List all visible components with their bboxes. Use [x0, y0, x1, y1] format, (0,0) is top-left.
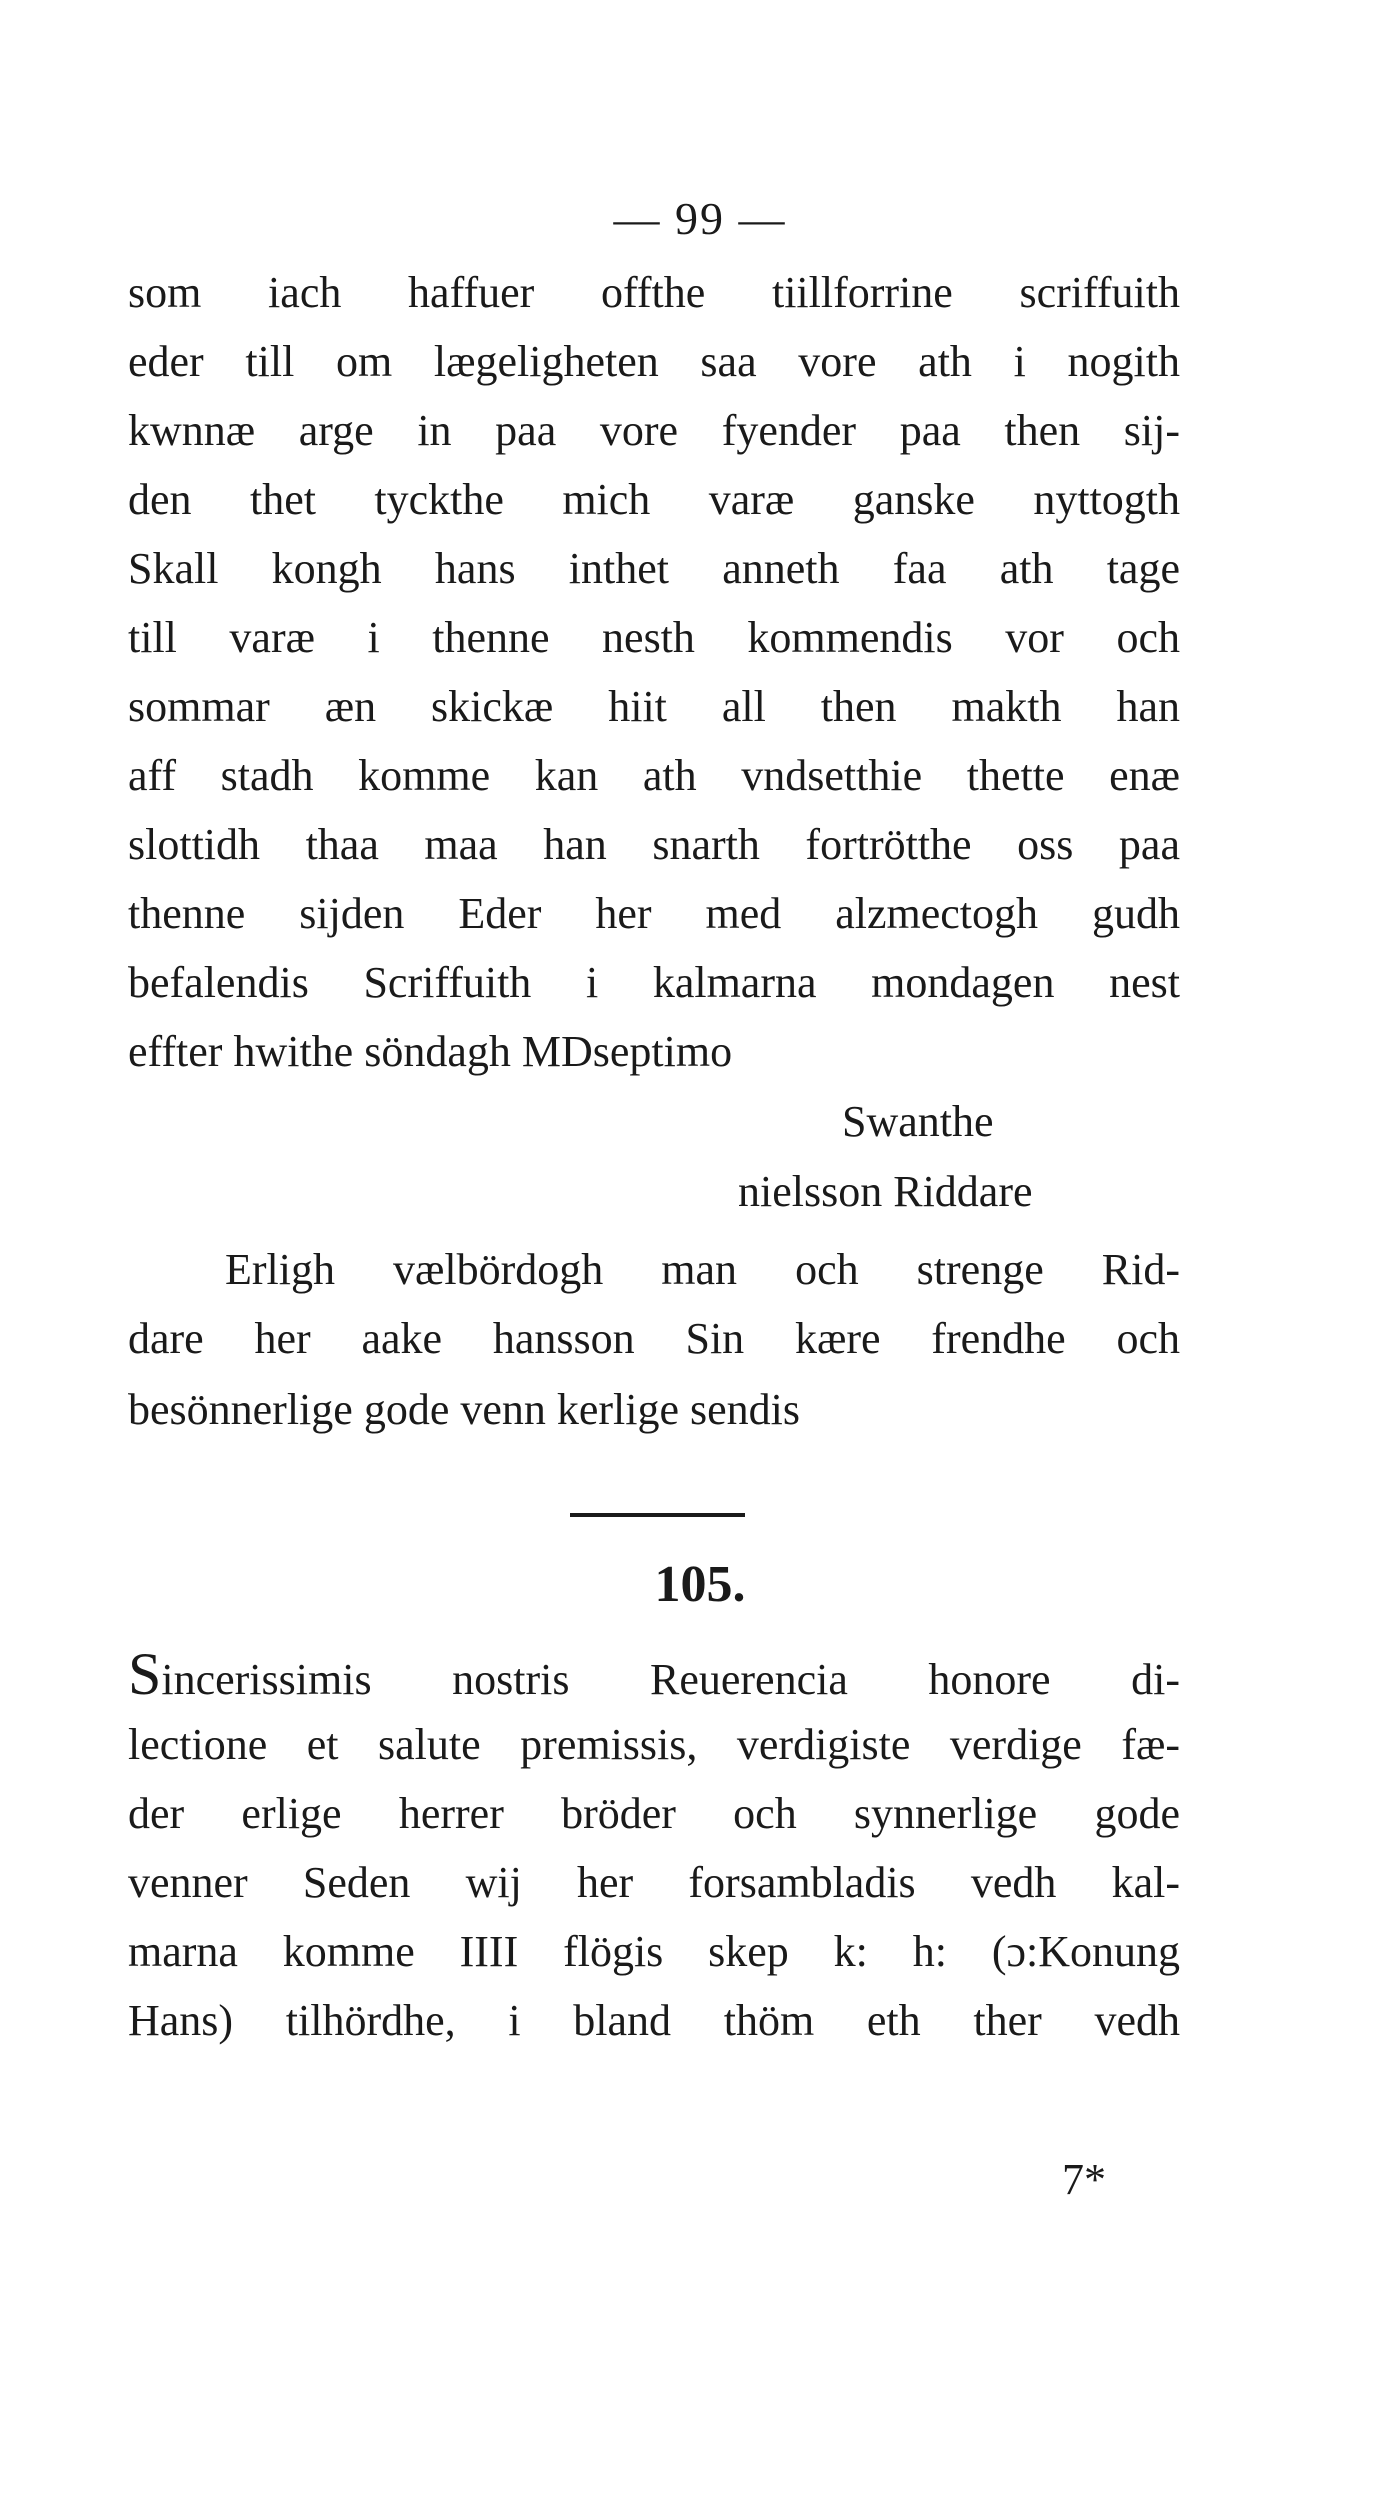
body-line: Skall kongh hans inthet anneth faa ath tage [128, 544, 1180, 593]
signature-mark: 7* [1062, 2155, 1106, 2204]
body-line: effter hwithe söndagh MDseptimo [128, 1027, 733, 1076]
body-line: slottidh thaa maa han snarth fortrötthe oss paa [128, 820, 1180, 869]
body-line: lectione et salute premissis, verdigiste verdige fæ- [128, 1720, 1180, 1769]
body-line: Hans) tilhördhe, i bland thöm eth ther vedh [128, 1996, 1180, 2045]
body-line: kwnnæ arge in paa vore fyender paa then sij- [128, 406, 1180, 455]
body-line: marna komme IIII flögis skep k: h: (ɔ:Konung [128, 1927, 1180, 1976]
body-line: eder till om lægeligheten saa vore ath i nogith [128, 337, 1180, 386]
first-line-text: incerissimis nostris Reuerencia honore di- [161, 1655, 1180, 1704]
body-line: sommar æn skickæ hiit all then makth han [128, 682, 1180, 731]
page-header: — 99 — [613, 193, 787, 244]
address-line: dare her aake hansson Sin kære frendhe och [128, 1314, 1180, 1363]
body-line: till varæ i thenne nesth kommendis vor och [128, 613, 1180, 662]
address-line: Erligh vælbördogh man och strenge Rid- [225, 1245, 1180, 1294]
signature-line: nielsson Riddare [738, 1167, 1033, 1216]
body-line: der erlige herrer bröder och synnerlige gode [128, 1789, 1180, 1838]
body-line: den thet tyckthe mich varæ ganske nyttogth [128, 475, 1180, 524]
address-line: besönnerlige gode venn kerlige sendis [128, 1385, 801, 1434]
signature-line: Swanthe [842, 1097, 994, 1146]
body-line: som iach haffuer offthe tiillforrine scriffuith [128, 268, 1180, 317]
body-line: venner Seden wij her forsambladis vedh kal- [128, 1858, 1180, 1907]
document-number: 105. [654, 1556, 746, 1613]
section-divider [570, 1513, 745, 1517]
body-line: aff stadh komme kan ath vndsetthie thette enæ [128, 751, 1180, 800]
body-line: thenne sijden Eder her med alzmectogh gudh [128, 889, 1180, 938]
drop-initial: S [128, 1641, 162, 1707]
body-line [128, 1641, 1180, 1707]
body-line: befalendis Scriffuith i kalmarna mondagen nest [128, 958, 1180, 1007]
